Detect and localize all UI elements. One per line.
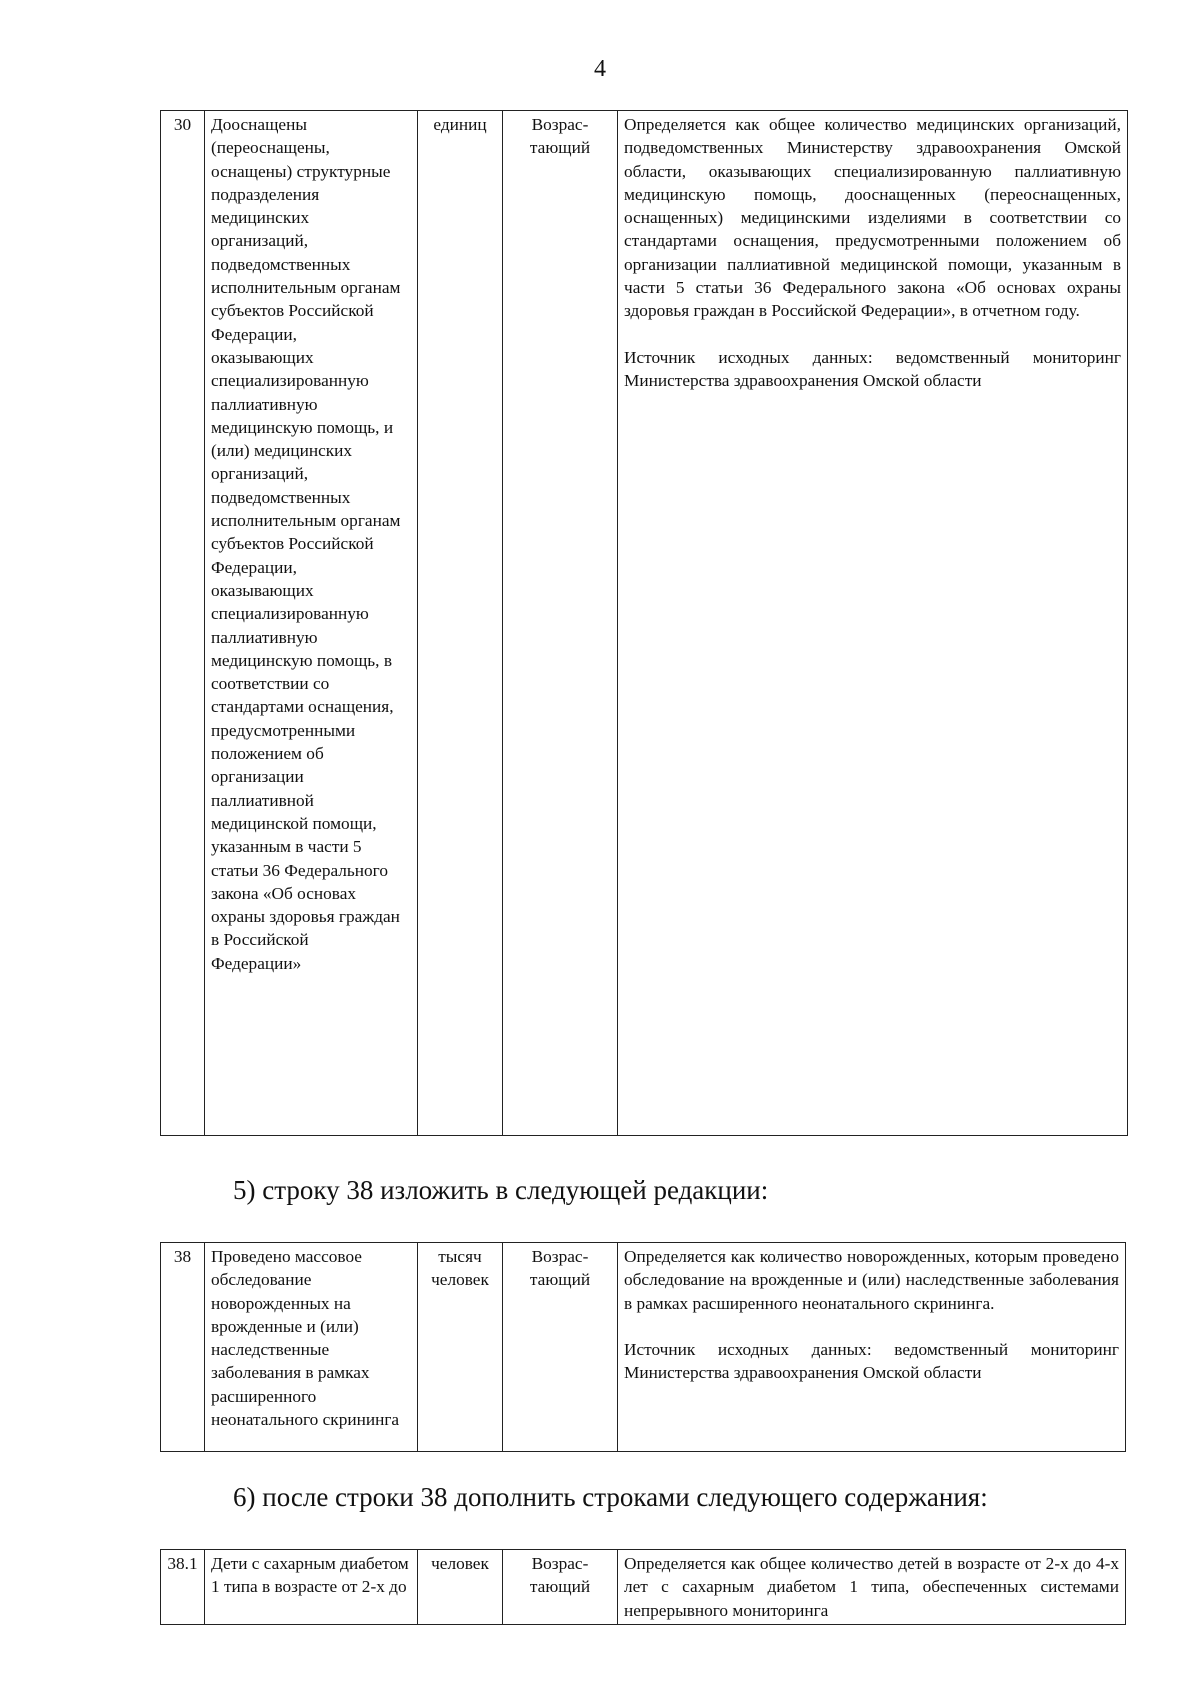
indicator-table-row-38 <box>160 1242 1126 1452</box>
table-row <box>161 1550 1126 1625</box>
trend-direction: Возрас- тающий <box>503 1550 618 1625</box>
unit-of-measure: тысяч человек <box>418 1243 503 1452</box>
unit-of-measure: человек <box>418 1550 503 1625</box>
data-source: Источник исходных данных: ведомственный мониторинг Министерства здравоохранения Омской области <box>624 347 1121 390</box>
calculation-method: Определяется как общее количество детей в возрасте от 2-х до 4-х лет с сахарным диабетом 1 типа, обеспеченных системами непрерывного мониторинга <box>618 1550 1126 1625</box>
calculation-method: Определяется как общее количество медицинских организаций, подведомственных Министерству здравоохранения Омской области, оказывающих специализированную паллиативную медицинскую помощь, дооснащенных (переоснащенных, оснащенных) медицинскими изделиями в соответствии со стандартами оснащения, предусмотренными положением об организации паллиативной медицинской помощи, указанным в части 5 статьи 36 Федерального закона «Об основах охраны здоровья граждан в Российской Федерации», в отчетном году. <box>624 115 1121 321</box>
trend-direction: Возрас- тающий <box>503 1243 618 1452</box>
row-number: 38 <box>161 1243 205 1452</box>
row-number: 38.1 <box>161 1550 205 1625</box>
table-row <box>161 111 1128 1136</box>
amendment-heading-6: 6) после строки 38 дополнить строками следующего содержания: <box>233 1482 988 1512</box>
calculation-method: Определяется как количество новорожденных, которым проведено обследование на врожденные и (или) наследственные заболевания в рамках расширенного неонатального скрининга. <box>624 1247 1119 1313</box>
table-row <box>161 1243 1126 1452</box>
indicator-name: Дооснащены (переоснащены, оснащены) структурные подразделения медицинских организаций, подведомственных исполнительным органам субъектов Российской Федерации, оказывающих специализированную паллиативную медицинскую помощь, и (или) медицинских организаций, подведомственных исполнительным органам субъектов Российской Федерации, оказывающих специализированную паллиативную медицинскую помощь, в соответствии со стандартами оснащения, предусмотренными положением об организации паллиативной медицинской помощи, указанным в части 5 статьи 36 Федерального закона «Об основах охраны здоровья граждан в Российской Федерации» <box>211 115 401 973</box>
indicator-table-row-38-1 <box>160 1549 1126 1625</box>
indicator-name: Проведено массовое обследование новорожденных на врожденные и (или) наследственные заболевания в рамках расширенного неонатального скрининга <box>205 1243 418 1452</box>
indicator-name: Дети с сахарным диабетом 1 типа в возрасте от 2-х до <box>205 1550 418 1625</box>
indicator-table-row-30 <box>160 110 1128 1136</box>
unit-of-measure: единиц <box>418 111 503 1136</box>
page-number: 4 <box>594 56 606 82</box>
row-number: 30 <box>161 111 205 1136</box>
amendment-heading-5: 5) строку 38 изложить в следующей редакции: <box>233 1175 769 1205</box>
trend-direction: Возрас- тающий <box>503 111 618 1136</box>
data-source: Источник исходных данных: ведомственный мониторинг Министерства здравоохранения Омской области <box>624 1339 1119 1383</box>
